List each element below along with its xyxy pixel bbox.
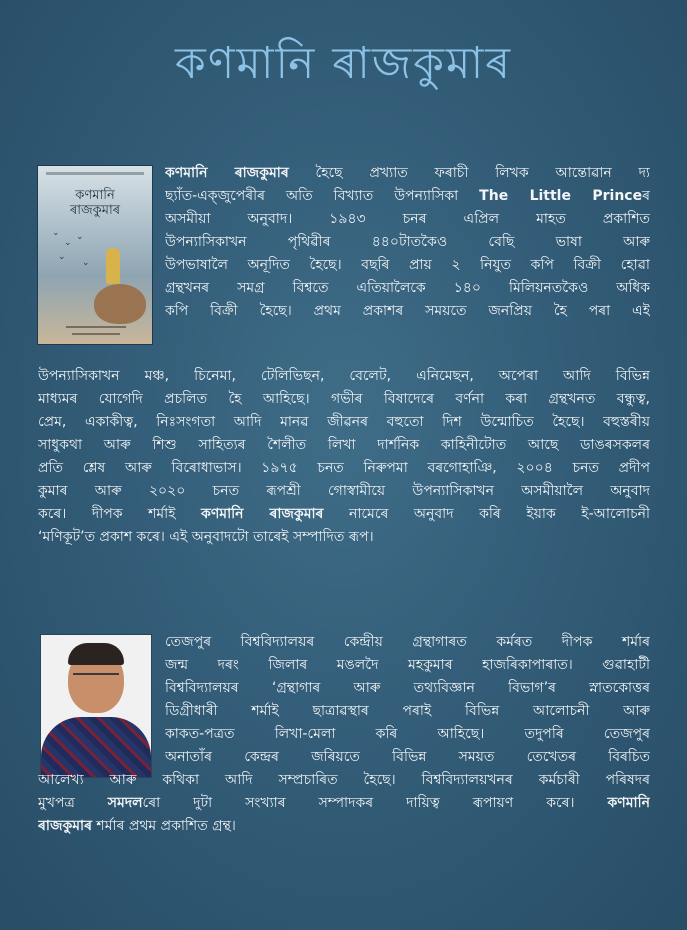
text-line (38, 815, 650, 838)
cover-title-line1: কণমানি (75, 188, 115, 203)
text-span: শৰ্মাৰ প্ৰথম প্ৰকাশিত গ্ৰন্থ। (91, 818, 236, 834)
text-span: ৰো দুটা সংখ্যাৰ সম্পাদকৰ দায়িত্ব ৰূপায়ণ কৰে। (142, 795, 608, 811)
asteroid-rock (94, 284, 146, 324)
intro-paragraph-top (165, 162, 650, 323)
text-line: তেজপুৰ বিশ্ববিদ্যালয়ৰ কেন্দ্ৰীয় গ্ৰন্থাগাৰত কৰ্মৰত দীপক শৰ্মাৰ (165, 634, 650, 650)
text-line: জন্ম দৰং জিলাৰ মঙলদৈ মহকুমাৰ হাজৰিকাপাৰাত। গুৱাহাটী (165, 657, 650, 673)
cover-translator-line (66, 326, 126, 328)
text-line: কুমাৰ আৰু ২০২০ চনত ৰূপশ্ৰী গোস্বামীয়ে উপন্যাসিকাখন অসমীয়ালৈ অনুবাদ (38, 483, 650, 499)
text-line: উপন্যাসিকাখন মঞ্চ, চিনেমা, টেলিভিছন, বেলেট, এনিমেছন, অপেৰা আদি বিভিন্ন (38, 368, 650, 384)
text-line (165, 162, 650, 185)
cover-title-line2: ৰাজকুমাৰ (69, 203, 121, 218)
text-line: মাধ্যমৰ যোগেদি প্ৰচলিত হৈ আহিছে। গভীৰ বিষাদেৰে বৰ্ণনা কৰা গ্ৰন্থখনত বন্ধুত্ব, (38, 391, 650, 407)
text-span: মুখপত্ৰ (38, 795, 108, 811)
text-line: উপন্যাসিকাখন পৃথিৱীৰ ৪৪০টাতকৈও বেছি ভাষা আৰু (165, 234, 650, 250)
bird-icon: ⌄ (58, 252, 66, 262)
author-glasses (73, 673, 119, 685)
cover-translator-name (72, 333, 120, 335)
text-span: কৰে। দীপক শৰ্মাই (38, 506, 202, 522)
text-span: ছ্যাঁত-এক্‌জুপেৰীৰ অতি বিখ্যাত উপন্যাসিকা (165, 188, 480, 204)
cover-title (38, 188, 152, 218)
book-title-inline: কণমানি ৰাজকুমাৰ (201, 506, 324, 522)
text-line: কাকত-পত্ৰত লিখা-মেলা কৰি আহিছে। তদুপৰি তেজপুৰ (165, 726, 650, 742)
cover-author-line (46, 172, 144, 175)
book-title-inline: কণমানি (607, 795, 650, 811)
book-title: কণমানি ৰাজকুমাৰ (174, 38, 513, 89)
text-line: ডিগ্ৰীধাৰী শৰ্মাই ছাত্ৰাৱস্থাৰ পৰাই বিভিন্ন আলোচনী আৰু (165, 703, 650, 719)
bird-icon: ⌄ (64, 238, 72, 248)
text-span: নামেৰে অনুবাদ কৰি ইয়াক ই-আলোচনী (323, 506, 650, 522)
text-line: গ্ৰন্থখনৰ সমগ্ৰ বিশ্বতে এতিয়ালৈকে ১৪০ মিলিয়নতকৈও অধিক (165, 280, 650, 296)
text-line: বিশ্ববিদ্যালয়ৰ ‘গ্ৰন্থাগাৰ আৰু তথ্যবিজ্ঞান বিভাগ’ৰ স্নাতকোত্তৰ (165, 680, 650, 696)
text-line (165, 185, 650, 208)
text-span: ৰ (642, 188, 650, 204)
book-title-inline: কণমানি ৰাজকুমাৰ (165, 165, 289, 181)
text-line (38, 503, 650, 526)
bird-icon: ⌄ (76, 232, 84, 242)
text-line: অসমীয়া অনুবাদ। ১৯৪৩ চনৰ এপ্ৰিল মাহত প্ৰকাশিত (165, 211, 650, 227)
intro-paragraph-bottom (38, 365, 650, 549)
text-line: অনাতাঁৰ কেন্দ্ৰৰ জৰিয়তে বিভিন্ন সময়ত তেখেতৰ বিৰচিত (165, 749, 650, 765)
text-line: সাধুকথা আৰু শিশু সাহিত্যৰ শৈলীত লিখা দাৰ্শনিক কাহিনীটোত আছে ডাঙৰসকলৰ (38, 437, 650, 453)
text-line: কপি বিক্ৰী হৈছে। প্ৰথম প্ৰকাশৰ সময়তে জনপ্ৰিয় হৈ পৰা এই (165, 303, 650, 319)
author-shirt (41, 717, 151, 777)
bird-icon: ⌄ (52, 228, 60, 238)
bird-icon: ⌄ (82, 258, 90, 268)
author-paragraph-top (165, 631, 650, 769)
author-paragraph-bottom (38, 769, 650, 838)
book-cover-image (37, 165, 153, 345)
little-prince-figure (106, 248, 120, 284)
text-line: প্ৰেম, একাকীত্ব, নিঃসংগতা আদি মানৱ জীৱনৰ বহুতো দিশ উন্মোচিত হৈছে। বহুস্তৰীয় (38, 414, 650, 430)
author-photo (40, 634, 152, 778)
text-line (38, 792, 650, 815)
text-line: প্ৰতি শ্লেষ আৰু বিৰোধাভাস। ১৯৭৫ চনত নিৰুপমা বৰগোহাঞি, ২০০৪ চনত প্ৰদীপ (38, 460, 650, 476)
text-line: উপভাষালৈ অনূদিত হৈছে। বছৰি প্ৰায় ২ নিযুত কপি বিক্ৰী হোৱা (165, 257, 650, 273)
book-title-inline: ৰাজকুমাৰ (38, 818, 92, 834)
text-span: হৈছে প্ৰখ্যাত ফৰাচী লিখক আন্তোৱান দ্য (288, 165, 650, 181)
text-line: আলেখ্য আৰু কথিকা আদি সম্প্ৰচাৰিত হৈছে। বিশ্ববিদ্যালয়খনৰ কৰ্মচাৰী পৰিষদৰ (38, 772, 650, 788)
author-hair (68, 643, 124, 665)
original-title: The Little Prince (479, 188, 643, 204)
text-line: ‘মণিকূট’ত প্ৰকাশ কৰে। এই অনুবাদটো তাৰেই সম্পাদিত ৰূপ। (38, 529, 374, 545)
magazine-name: সমদল (107, 795, 143, 811)
